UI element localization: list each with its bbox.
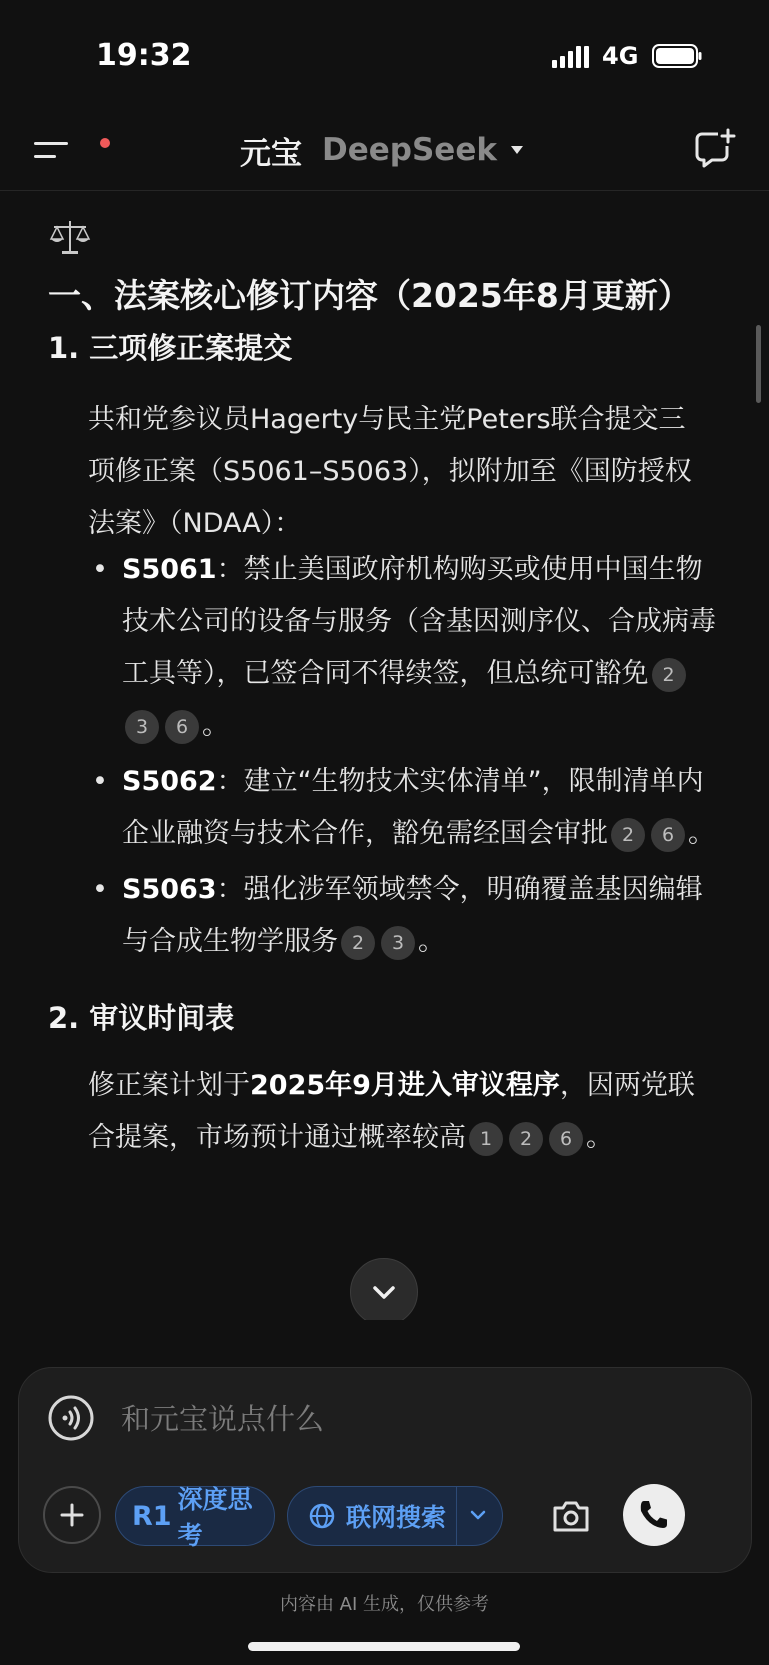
ai-disclaimer: 内容由 AI 生成，仅供参考 <box>279 1594 490 1615</box>
citation-badge[interactable]: 2 <box>509 1122 543 1156</box>
sentence-period: 。 <box>586 1122 613 1153</box>
citation-badge[interactable]: 2 <box>652 658 686 692</box>
chevron-down-icon[interactable] <box>464 1501 492 1529</box>
camera-icon[interactable] <box>549 1494 593 1538</box>
home-indicator[interactable] <box>248 1642 520 1651</box>
bullet-term: S5062 <box>122 766 217 797</box>
model-selector[interactable] <box>240 130 523 170</box>
list-item <box>88 544 728 752</box>
article-heading-text: 一、法案核心修订内容（2025年8月更新） <box>48 276 691 315</box>
composer <box>18 1367 752 1573</box>
status-bar <box>0 0 769 110</box>
citation-badge[interactable]: 6 <box>651 818 685 852</box>
citation-badge[interactable]: 2 <box>611 818 645 852</box>
scrollbar-thumb[interactable] <box>756 325 761 403</box>
dropdown-caret-icon <box>511 146 523 154</box>
scroll-to-bottom-button[interactable] <box>350 1258 418 1320</box>
app-title: 元宝 <box>240 135 302 172</box>
citation-badge[interactable]: 6 <box>549 1122 583 1156</box>
amendment-list <box>88 544 728 972</box>
globe-icon <box>308 1502 336 1530</box>
menu-button[interactable] <box>30 128 80 172</box>
plus-icon <box>45 1488 99 1542</box>
deep-think-label: 深度思考 <box>177 1485 253 1550</box>
chat-content <box>0 190 769 1320</box>
chip-separator <box>456 1487 457 1545</box>
sentence-period: 。 <box>418 926 445 957</box>
top-bar <box>0 110 769 191</box>
notification-dot <box>100 138 110 148</box>
bullet-text: ：禁止美国政府机构购买或使用中国生物技术公司的设备与服务（含基因测序仪、合成病毒工具等），已签合同不得续签，但总统可豁免 <box>122 554 716 689</box>
menu-icon <box>30 128 80 172</box>
network-type: 4G <box>602 42 639 70</box>
phone-icon <box>623 1484 685 1546</box>
list-item <box>88 864 728 968</box>
section-1-intro: 共和党参议员Hagerty与民主党Peters联合提交三项修正案（S5061–S5063），拟附加至《国防授权法案》（NDAA）： <box>88 404 692 539</box>
bullet-text: ：建立“生物技术实体清单”，限制清单内企业融资与技术合作，豁免需经国会审批 <box>122 766 704 849</box>
citation-badge[interactable]: 3 <box>125 710 159 744</box>
web-search-button[interactable] <box>287 1486 503 1546</box>
sentence-period: 。 <box>202 710 229 741</box>
bullet-term: S5063 <box>122 874 217 905</box>
article-heading <box>48 212 728 324</box>
section-2-text <box>88 1060 708 1164</box>
voice-call-button[interactable] <box>623 1484 685 1546</box>
new-chat-icon[interactable] <box>692 126 736 170</box>
list-item <box>88 756 728 860</box>
bullet-text: ：强化涉军领域禁令，明确覆盖基因编辑与合成生物学服务 <box>122 874 703 957</box>
model-name: DeepSeek <box>322 132 497 168</box>
section-2-text-bold: 2025年9月进入审议程序 <box>250 1070 560 1101</box>
deep-think-button[interactable] <box>115 1485 275 1550</box>
citation-badge[interactable]: 3 <box>381 926 415 960</box>
section-2-title: 2. 审议时间表 <box>48 1001 235 1035</box>
citation-badge[interactable]: 6 <box>165 710 199 744</box>
add-attachment-button[interactable] <box>43 1486 101 1544</box>
citation-badge[interactable]: 2 <box>341 926 375 960</box>
bullet-term: S5061 <box>122 554 217 585</box>
sentence-period: 。 <box>688 818 715 849</box>
chevron-down-icon <box>351 1259 417 1320</box>
section-2-text-pre: 修正案计划于 <box>88 1070 250 1101</box>
status-time: 19:32 <box>96 38 192 73</box>
section-1-title: 1. 三项修正案提交 <box>48 331 293 365</box>
citation-badge[interactable]: 1 <box>469 1122 503 1156</box>
r1-badge: R1 <box>132 1500 172 1532</box>
signal-icon <box>552 44 592 70</box>
message-input[interactable] <box>119 1390 683 1448</box>
battery-icon <box>652 44 702 68</box>
web-search-label: 联网搜索 <box>346 1503 447 1532</box>
section-2-text-post: ，因两党联合提案，市场预计通过概率较高 <box>88 1070 695 1153</box>
voice-input-icon[interactable] <box>47 1394 95 1442</box>
balance-scale-icon <box>48 217 92 257</box>
